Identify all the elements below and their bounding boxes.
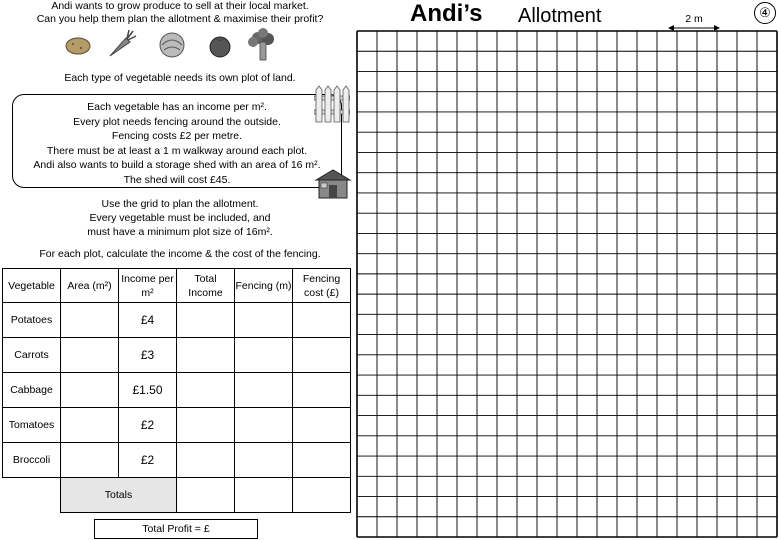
intro-line-1: Andi wants to grow produce to sell at their local market. [51,0,309,12]
cabbage-icon [160,33,184,57]
table-header-row [3,269,351,303]
rule-1: Each vegetable has an income per m². [87,101,267,113]
grid-instruction-2: Every vegetable must be included, and [89,212,271,224]
total-income-cell[interactable] [177,338,235,373]
fencing-cost-cell[interactable] [293,443,351,478]
plot-rule: Each type of vegetable needs its own plot of land. [64,72,296,84]
vegetable-table [2,268,351,513]
fencing-cell[interactable] [235,303,293,338]
fence-icon [314,84,350,124]
area-cell[interactable] [61,338,119,373]
header-total-income: Total Income [177,269,235,303]
vegetable-name: Potatoes [3,303,61,338]
rule-2: Every plot needs fencing around the outside. [73,115,281,128]
table-row [3,373,351,408]
rule-4: There must be at least a 1 m walkway around each plot. [46,144,308,157]
scale-label: 2 m [685,13,703,25]
page-title-name: Andi’s [410,0,483,27]
vegetable-icons [64,28,284,62]
total-fencing-sum[interactable] [235,478,293,513]
table-row [3,303,351,338]
header-vegetable: Vegetable [3,269,61,303]
fencing-cell[interactable] [235,443,293,478]
rule-5: Andi also wants to build a storage shed with an area of 16 m². [33,159,321,172]
page-title-word: Allotment [518,5,602,27]
header-fencing: Fencing (m) [235,269,293,303]
total-income-sum[interactable] [177,478,235,513]
fencing-cell[interactable] [235,338,293,373]
allotment-grid[interactable] [356,30,778,538]
shed-icon [314,168,352,200]
grid-instructions [0,197,360,239]
total-income-cell[interactable] [177,408,235,443]
income-cell: £1.50 [119,373,177,408]
grid-instruction-1: Use the grid to plan the allotment. [101,198,259,210]
area-cell[interactable] [61,408,119,443]
table-row [3,338,351,373]
income-cell: £3 [119,338,177,373]
fencing-cost-cell[interactable] [293,338,351,373]
area-cell[interactable] [61,443,119,478]
total-income-cell[interactable] [177,443,235,478]
vegetable-name: Tomatoes [3,408,61,443]
intro-line-2: Can you help them plan the allotment & maximise their profit? [36,13,324,25]
total-profit-box[interactable]: Total Profit = £ [94,519,258,539]
fencing-cell[interactable] [235,408,293,443]
rule-6: The shed will cost £45. [123,173,231,186]
fencing-cost-cell[interactable] [293,303,351,338]
total-income-cell[interactable] [177,303,235,338]
vegetable-name: Carrots [3,338,61,373]
rule-3: Fencing costs £2 per metre. [111,130,243,143]
income-cell: £4 [119,303,177,338]
area-cell[interactable] [61,303,119,338]
page-number: ④ [754,2,776,24]
vegetable-name: Broccoli [3,443,61,478]
fencing-cost-cell[interactable] [293,408,351,443]
fencing-cell[interactable] [235,373,293,408]
grid-instruction-3: must have a minimum plot size of 16m². [87,226,273,238]
carrot-icon [110,30,136,56]
rules-text [12,100,342,188]
tomato-icon [210,37,230,57]
header-area: Area (m²) [61,269,119,303]
totals-label: Totals [61,478,177,513]
header-income-per-m2: Income per m² [119,269,177,303]
intro-text [0,0,360,26]
area-cell[interactable] [61,373,119,408]
income-cell: £2 [119,408,177,443]
total-fencing-cost-sum[interactable] [293,478,351,513]
table-row [3,408,351,443]
vegetable-name: Cabbage [3,373,61,408]
broccoli-icon [248,28,274,60]
potato-icon [66,38,90,54]
calculation-instruction: For each plot, calculate the income & the cost of the fencing. [39,248,321,260]
income-cell: £2 [119,443,177,478]
table-row [3,443,351,478]
total-income-cell[interactable] [177,373,235,408]
fencing-cost-cell[interactable] [293,373,351,408]
totals-row [3,478,351,513]
empty-cell [3,478,61,513]
header-fencing-cost: Fencing cost (£) [293,269,351,303]
